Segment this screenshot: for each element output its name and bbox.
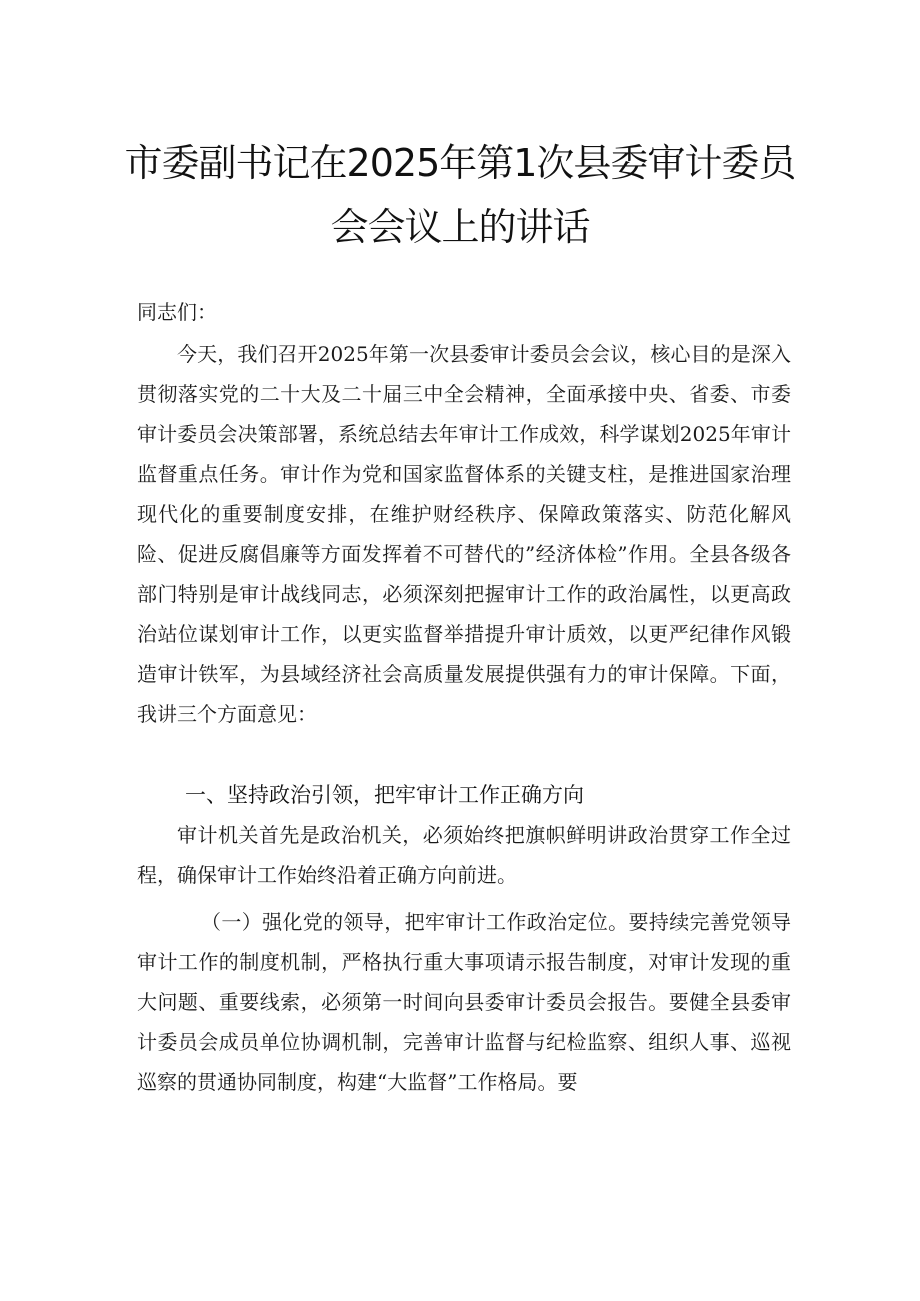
section-1-heading: 一、坚持政治引领，把牢审计工作正确方向 [185, 783, 584, 807]
subsection-1-paragraph-block [137, 902, 791, 1102]
salutation: 同志们： [137, 300, 217, 324]
section-1-paragraph-block [137, 815, 791, 895]
section-1-paragraph: 审计机关首先是政治机关，必须始终把旗帜鲜明讲政治贯穿工作全过程，确保审计工作始终沿着正确方向前进。 [137, 823, 791, 887]
document-title-line-1: 市委副书记在2025年第1次县委审计委员 [124, 141, 796, 185]
document-title-line-2: 会会议上的讲话 [330, 205, 590, 249]
subsection-1-paragraph: （一）强化党的领导，把牢审计工作政治定位。要持续完善党领导审计工作的制度机制，严格执行重大事项请示报告制度，对审计发现的重大问题、重要线索，必须第一时间向县委审计委员会报告。要健全县委审计委员会成员单位协调机制，完善审计监督与纪检监察、组织人事、巡视巡察的贯通协同制度，构建“大监督”工作格局。要 [137, 910, 791, 1094]
intro-paragraph-block [137, 334, 791, 734]
intro-paragraph: 今天，我们召开2025年第一次县委审计委员会会议，核心目的是深入贯彻落实党的二十大及二十届三中全会精神，全面承接中央、省委、市委审计委员会决策部署，系统总结去年审计工作成效，科学谋划2025年审计监督重点任务。审计作为党和国家监督体系的关键支柱，是推进国家治理现代化的重要制度安排，在维护财经秩序、保障政策落实、防范化解风险、促进反腐倡廉等方面发挥着不可替代的”经济体检”作用。全县各级各部门特别是审计战线同志，必须深刻把握审计工作的政治属性，以更高政治站位谋划审计工作，以更实监督举措提升审计质效，以更严纪律作风锻造审计铁军，为县域经济社会高质量发展提供强有力的审计保障。下面，我讲三个方面意见： [137, 342, 791, 726]
